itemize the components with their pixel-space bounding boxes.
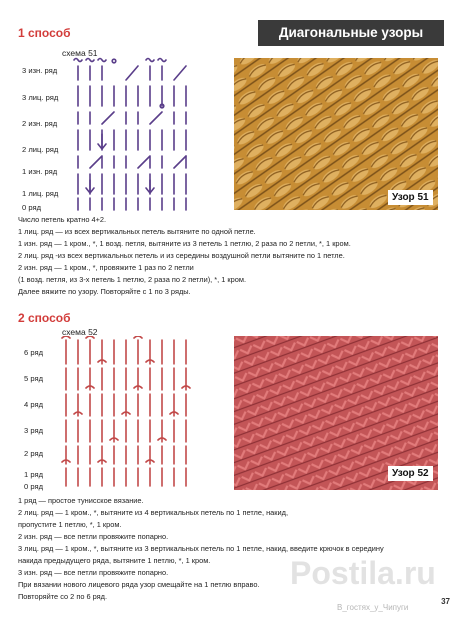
scheme51-row-label: 2 лиц. ряд <box>22 145 59 154</box>
scheme51-label: схема 51 <box>62 48 98 58</box>
scheme51-row-label: 1 изн. ряд <box>22 167 58 176</box>
method2-text-line: пропустите 1 петлю, *, 1 кром. <box>18 520 122 529</box>
method2-text-line: накида предыдущего ряда, вытяните 1 петлю, *, 1 кром. <box>18 556 211 565</box>
scheme51-row-label: 2 изн. ряд <box>22 119 58 128</box>
scheme51-chart <box>66 56 216 212</box>
method2-title: 2 способ <box>18 311 71 325</box>
pattern51-label: Узор 51 <box>388 190 433 205</box>
method2-text-line: 3 изн. ряд — все петли провяжите попарно. <box>18 568 169 577</box>
method1-title: 1 способ <box>18 26 71 40</box>
scheme52-row-label: 6 ряд <box>24 348 44 357</box>
scheme51-row-label: 3 изн. ряд <box>22 66 58 75</box>
method1-text-line: 2 лиц. ряд -из всех вертикальных петель и из середины воздушной петли вытяните по 1 петле. <box>18 251 345 260</box>
method2-text-line: 2 изн. ряд — все петли провяжите попарно. <box>18 532 169 541</box>
method2-text-line: При вязании нового лицевого ряда узор смещайте на 1 петлю вправо. <box>18 580 260 589</box>
method1-text-line: Далее вяжите по узору. Повторяйте с 1 по 3 ряды. <box>18 287 191 296</box>
method1-text-line: 1 лиц. ряд — из всех вертикальных петель вытяните по одной петле. <box>18 227 256 236</box>
scheme51-row-label: 0 ряд <box>22 203 42 212</box>
scheme52-label: схема 52 <box>62 327 98 337</box>
method1-text-line: Число петель кратно 4+2. <box>18 215 107 224</box>
watermark-user: В_гостях_у_Чипуги <box>337 603 409 612</box>
method2-text-line: Повторяйте со 2 по 6 ряд. <box>18 592 108 601</box>
scheme51-row-label: 1 лиц. ряд <box>22 189 59 198</box>
scheme52-row-label: 1 ряд <box>24 470 44 479</box>
scheme52-row-label: 4 ряд <box>24 400 44 409</box>
pattern52-label: Узор 52 <box>388 466 433 481</box>
pattern51-photo <box>234 58 438 210</box>
scheme52-row-label: 3 ряд <box>24 426 44 435</box>
scheme52-row-label: 5 ряд <box>24 374 44 383</box>
page-title: Диагональные узоры <box>278 25 424 40</box>
page-number: 37 <box>441 597 450 606</box>
method2-text-line: 1 ряд — простое тунисское вязание. <box>18 496 144 505</box>
scheme51-stitches <box>74 59 186 211</box>
scheme52-row-label: 0 ряд <box>24 482 44 491</box>
method2-text-line: 3 лиц. ряд — 1 кром., *, вытяните из 3 вертикальных петель по 1 петле, накид, введите крючок в середину <box>18 544 384 553</box>
scheme52-row-label: 2 ряд <box>24 449 44 458</box>
method1-text-line: (1 возд. петля, из 3-х петель 1 петлю, 2 раза по 2 петли), *, 1 кром. <box>18 275 247 284</box>
scheme51-row-label: 3 лиц. ряд <box>22 93 59 102</box>
method1-text-line: 2 изн. ряд — 1 кром., *, провяжите 1 раз по 2 петли <box>18 263 194 272</box>
method1-text-line: 1 изн. ряд — 1 кром., *, 1 возд. петля, вытяните из 3 петель 1 петлю, 2 раза по 2 петли, *, 1 кром. <box>18 239 351 248</box>
scheme52-chart <box>58 336 208 492</box>
watermark-logo: Postila.ru <box>290 555 436 591</box>
method2-text-line: 2 лиц. ряд — 1 кром., *, вытяните из 4 вертикальных петель по 1 петле, накид, <box>18 508 289 517</box>
